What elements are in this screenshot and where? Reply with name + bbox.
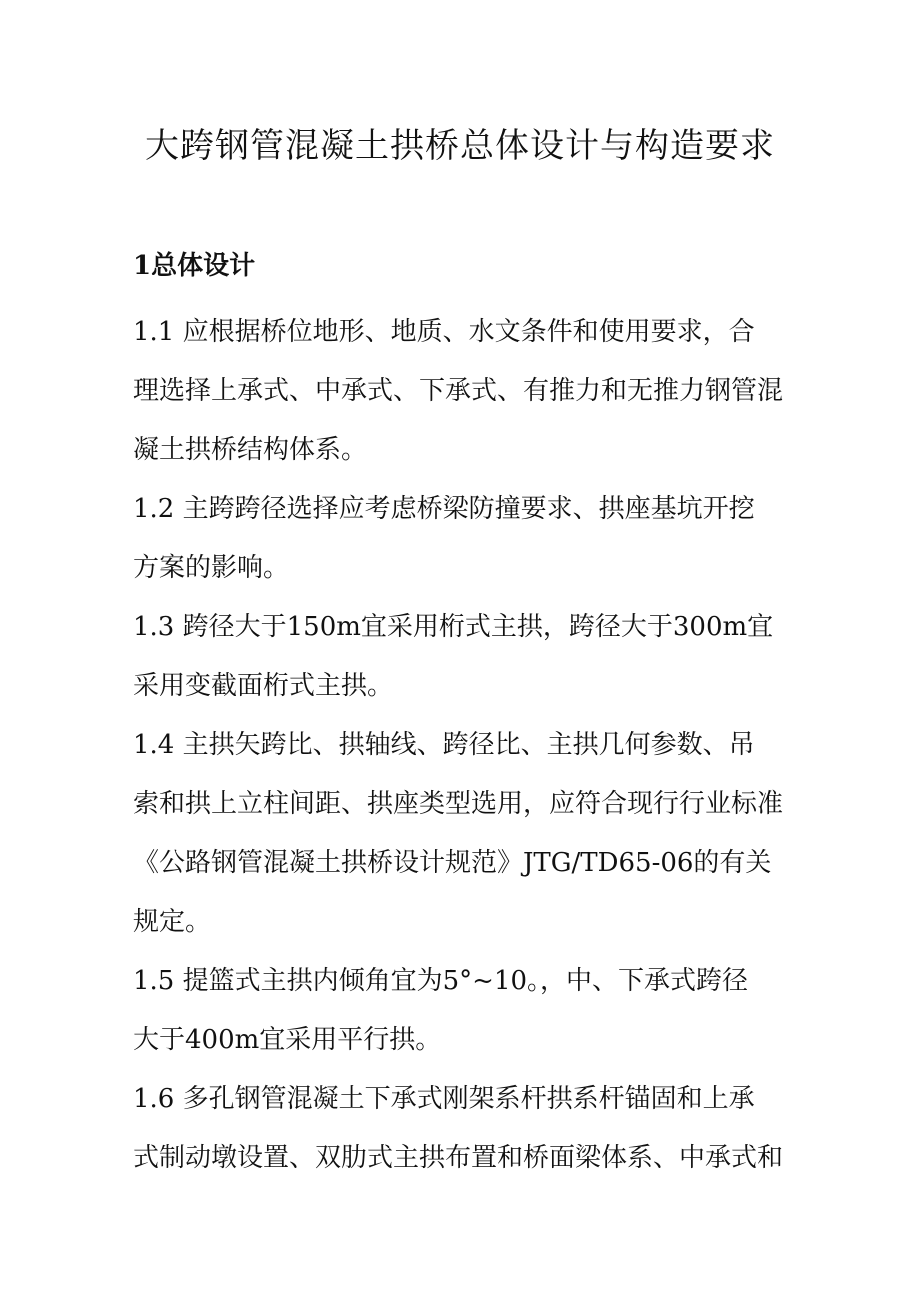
text-line: 1.5 提篮式主拱内倾角宜为5°~10。，中、下承式跨径 — [133, 966, 749, 996]
text-line: 式制动墩设置、双肋式主拱布置和桥面梁体系、中承式和 — [133, 1143, 784, 1173]
text-line: 1.3 跨径大于150m宜采用桁式主拱，跨径大于300m宜 — [133, 612, 774, 642]
text-line: 索和拱上立柱间距、拱座类型选用，应符合现行行业标准 — [133, 789, 784, 819]
text-line: 理选择上承式、中承式、下承式、有推力和无推力钢管混 — [133, 376, 784, 406]
text-line: 1.6 多孔钢管混凝土下承式刚架系杆拱系杆锚固和上承 — [133, 1084, 755, 1114]
section-heading: 1总体设计 — [133, 251, 256, 281]
text-line: 1.1 应根据桥位地形、地质、水文条件和使用要求，合 — [133, 317, 755, 347]
text-line: 1.4 主拱矢跨比、拱轴线、跨径比、主拱几何参数、吊 — [133, 730, 755, 760]
text-line: 《公路钢管混凝土拱桥设计规范》JTG/TD65-06的有关 — [133, 848, 772, 878]
body-text — [133, 303, 798, 1188]
text-line: 大于400m宜采用平行拱。 — [133, 1025, 442, 1055]
text-line: 规定。 — [133, 907, 212, 937]
text-line: 方案的影响。 — [133, 553, 290, 583]
text-line: 1.2 主跨跨径选择应考虑桥梁防撞要求、拱座基坑开挖 — [133, 494, 755, 524]
text-line: 凝土拱桥结构体系。 — [133, 435, 368, 465]
document-title: 大跨钢管混凝土拱桥总体设计与构造要求 — [145, 126, 775, 166]
text-line: 采用变截面桁式主拱。 — [133, 671, 394, 701]
